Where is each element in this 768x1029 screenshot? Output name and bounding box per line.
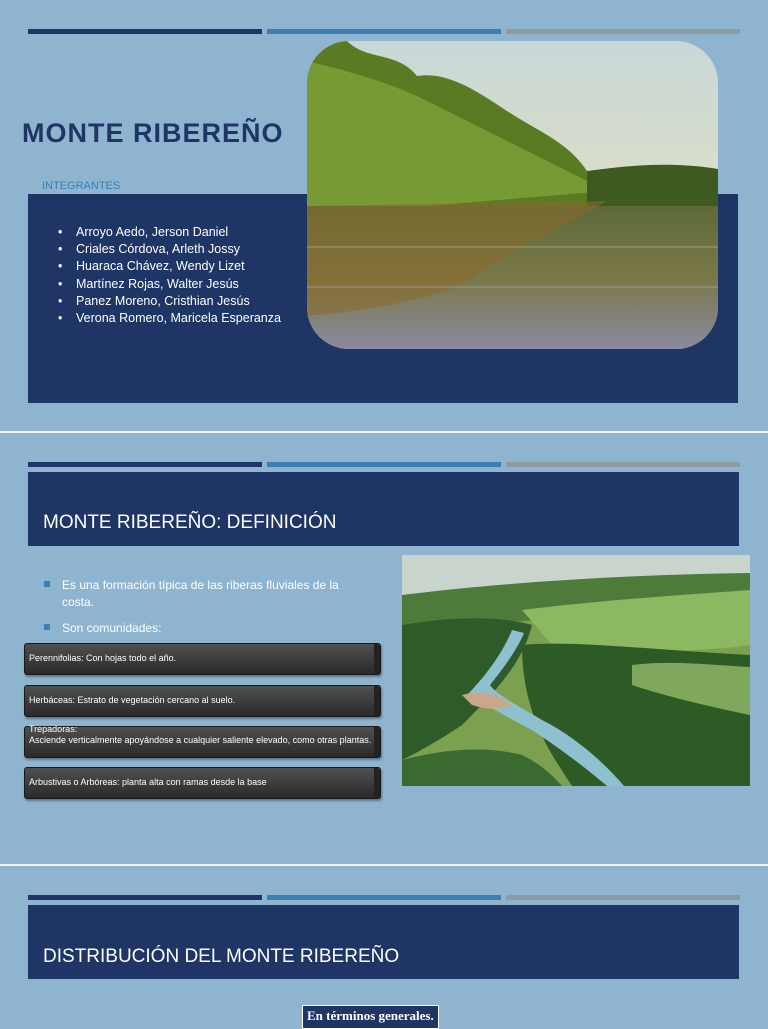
definition-box: Arbustivas o Arbóreas: planta alta con ramas desde la base bbox=[24, 767, 381, 799]
slide-title: DISTRIBUCIÓN DEL MONTE RIBEREÑO bbox=[43, 946, 400, 967]
bullet-item: Son comunidades: bbox=[62, 620, 161, 637]
section-label: En términos generales. bbox=[302, 1005, 439, 1029]
header-stripes bbox=[28, 462, 740, 467]
list-item: • Verona Romero, Maricela Esperanza bbox=[58, 311, 281, 326]
header-stripes bbox=[28, 29, 740, 34]
title-band bbox=[28, 472, 739, 546]
definition-box: Trepadoras: Asciende verticalmente apoyándose a cualquier saliente elevado, como otras plantas. bbox=[24, 726, 381, 758]
river-photo bbox=[307, 41, 718, 349]
slide-distribution bbox=[0, 866, 768, 1024]
list-item: • Arroyo Aedo, Jerson Daniel bbox=[58, 225, 229, 239]
slide-title: MONTE RIBEREÑO: DEFINICIÓN bbox=[43, 512, 337, 533]
title-band bbox=[28, 905, 739, 979]
definition-box: Herbáceas: Estrato de vegetación cercano al suelo. bbox=[24, 685, 381, 717]
definition-box: Perennifolias: Con hojas todo el año. bbox=[24, 643, 381, 675]
presentation-title: MONTE RIBEREÑO bbox=[22, 118, 284, 148]
aerial-river-photo bbox=[402, 555, 750, 786]
members-heading: INTEGRANTES bbox=[42, 180, 121, 192]
members-list bbox=[58, 224, 281, 327]
list-item: • Panez Moreno, Cristhian Jesús bbox=[58, 293, 250, 308]
list-item: • Huaraca Chávez, Wendy Lizet bbox=[58, 259, 245, 274]
list-item: • Martínez Rojas, Walter Jesús bbox=[58, 276, 239, 291]
list-item: • Criales Córdova, Arleth Jossy bbox=[58, 242, 240, 257]
header-stripes bbox=[28, 895, 740, 900]
slide-title bbox=[0, 0, 768, 431]
bullet-item: Es una formación típica de las riberas fluviales de la costa. bbox=[62, 577, 372, 611]
slide-definition bbox=[0, 433, 768, 864]
